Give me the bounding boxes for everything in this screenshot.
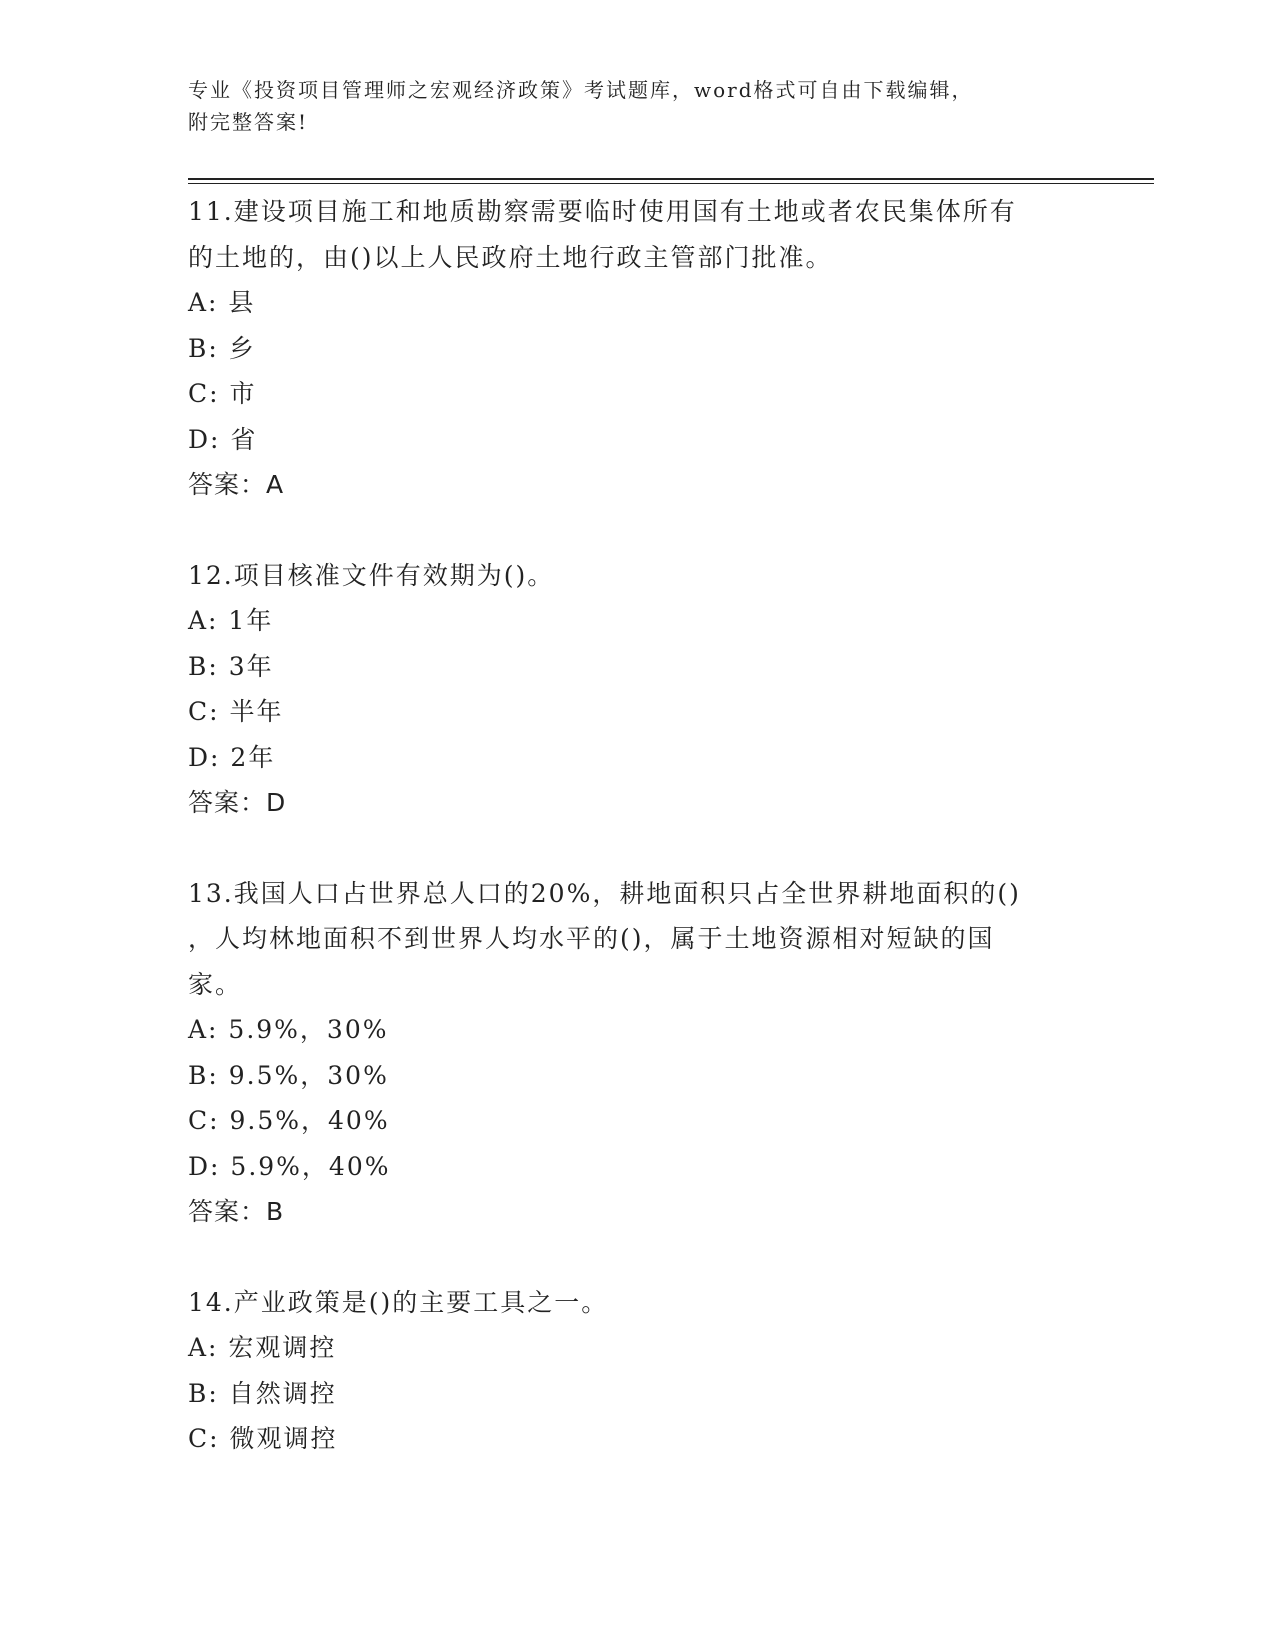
answer-line: 答案：B	[188, 1197, 285, 1226]
option-c: C: 市	[188, 379, 257, 408]
question-stem-line: 13.我国人口占世界总人口的20%，耕地面积只占全世界耕地面积的()	[188, 878, 1021, 908]
question-stem-line: 14.产业政策是()的主要工具之一。	[188, 1287, 609, 1317]
option-b: B: 3年	[188, 651, 274, 681]
question-12	[188, 553, 1088, 826]
question-list	[188, 189, 1088, 1507]
answer-line: 答案：D	[188, 788, 287, 817]
option-a: A: 县	[188, 288, 256, 317]
question-stem-line: 家。	[188, 969, 243, 999]
document-header	[188, 74, 1088, 138]
option-b: B: 乡	[188, 333, 256, 363]
option-c: C: 9.5%，40%	[188, 1106, 390, 1135]
option-a: A: 5.9%，30%	[188, 1015, 389, 1044]
question-stem-line: 的土地的，由()以上人民政府土地行政主管部门批准。	[188, 242, 833, 272]
header-rule-thin	[188, 183, 1154, 184]
option-c: C: 半年	[188, 697, 284, 726]
header-rule-thick	[188, 178, 1154, 180]
question-stem-line: ，人均林地面积不到世界人均水平的()，属于土地资源相对短缺的国	[188, 924, 995, 953]
header-line-1: 专业《投资项目管理师之宏观经济政策》考试题库，word格式可自由下载编辑，	[188, 78, 974, 102]
header-line-2: 附完整答案!	[188, 110, 309, 134]
option-b: B: 自然调控	[188, 1378, 337, 1408]
answer-line: 答案：A	[188, 470, 285, 499]
question-stem-line: 11.建设项目施工和地质勘察需要临时使用国有土地或者农民集体所有	[188, 197, 1017, 226]
option-a: A: 1年	[188, 606, 274, 635]
question-stem-line: 12.项目核准文件有效期为()。	[188, 560, 555, 590]
option-d: D: 5.9%，40%	[188, 1151, 391, 1181]
question-13	[188, 871, 1088, 1235]
option-d: D: 2年	[188, 742, 276, 772]
option-c: C: 微观调控	[188, 1424, 338, 1453]
question-14	[188, 1280, 1088, 1462]
option-a: A: 宏观调控	[188, 1333, 337, 1362]
option-d: D: 省	[188, 424, 258, 454]
option-b: B: 9.5%，30%	[188, 1060, 389, 1090]
question-11	[188, 189, 1088, 508]
